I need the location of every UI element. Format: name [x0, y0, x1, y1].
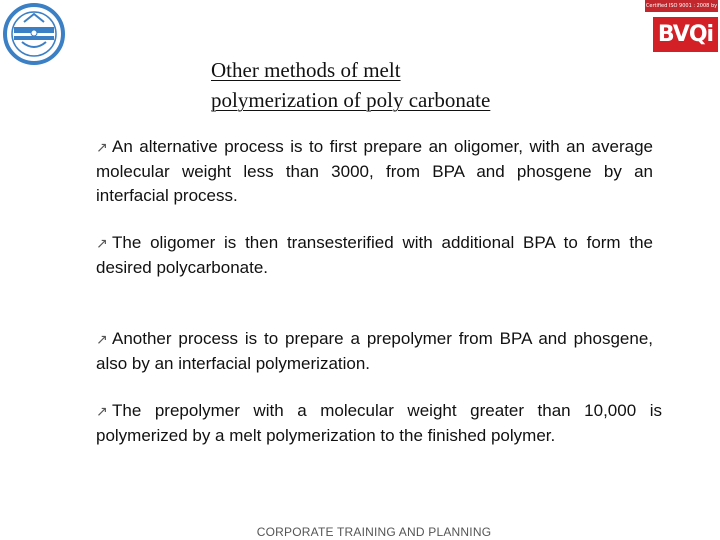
bullet-text: The oligomer is then transesterified with additional BPA to form the desired polycarbonate. — [96, 233, 653, 277]
bullet-text: The prepolymer with a molecular weight greater than 10,000 is polymerized by a melt polymerization to the finished polymer. — [96, 401, 662, 445]
certification-text: Certified ISO 9001 : 2008 by — [645, 0, 718, 12]
arrow-up-right-icon: ↗ — [96, 404, 108, 420]
institute-seal-icon — [2, 2, 66, 66]
arrow-up-right-icon: ↗ — [96, 332, 108, 348]
bullet-text: An alternative process is to first prepare an oligomer, with an average molecular weight less than 3000, from BPA and phosgene by an interfacial process. — [96, 137, 653, 205]
bullet-item — [96, 231, 653, 280]
bvqi-logo-text: BVQi — [657, 22, 714, 47]
bvqi-badge — [653, 17, 718, 52]
slide-title-line-2: polymerization of poly carbonate — [211, 88, 491, 112]
bullet-text: Another process is to prepare a prepolymer from BPA and phosgene, also by an interfacial polymerization. — [96, 329, 653, 373]
slide-title — [211, 55, 551, 115]
bullet-item — [96, 327, 653, 376]
bullet-item — [96, 399, 662, 448]
bullet-item — [96, 135, 653, 208]
slide-title-line-1: Other methods of melt — [211, 58, 401, 82]
arrow-up-right-icon: ↗ — [96, 236, 108, 252]
certification-logo — [645, 0, 718, 54]
footer-text: CORPORATE TRAINING AND PLANNING — [256, 525, 492, 539]
arrow-up-right-icon: ↗ — [96, 140, 108, 156]
